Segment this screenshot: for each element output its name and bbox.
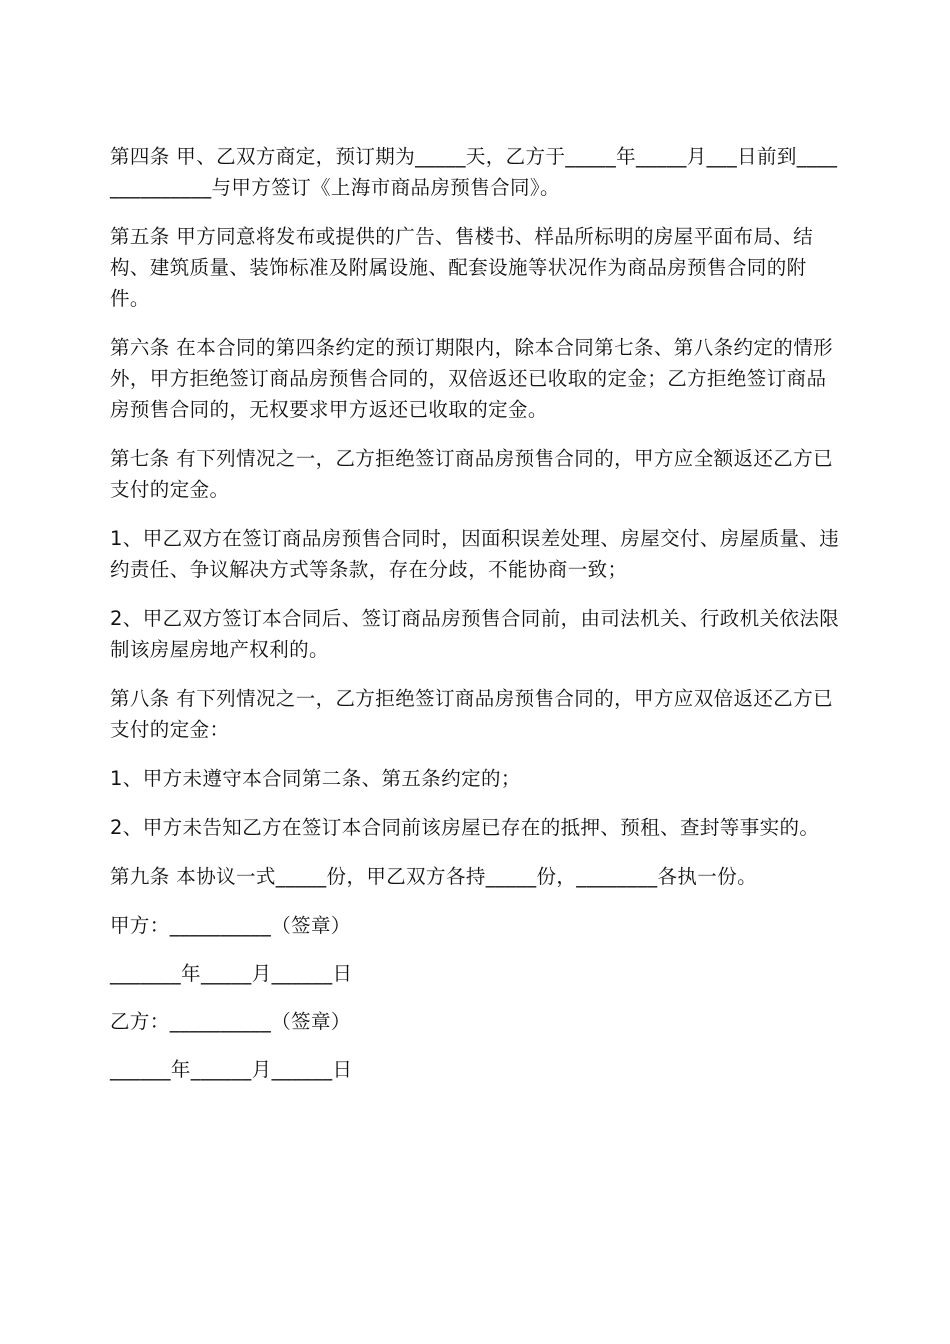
party-a-signature: 甲方：__________（签章） (110, 914, 351, 937)
clause-4: 第四条 甲、乙双方商定，预订期为_____天，乙方于_____年_____月___日前到______________与甲方签订《上海市商品房预售合同》。 (110, 145, 838, 199)
clause-6: 第六条 在本合同的第四条约定的预订期限内，除本合同第七条、第八条约定的情形外，甲方拒绝签订商品房预售合同的，双倍返还已收取的定金；乙方拒绝签订商品房预售合同的，无权要求甲方返还已收取的定金。 (110, 336, 833, 421)
party-b-signature: 乙方：__________（签章） (110, 1010, 351, 1033)
party-b-date: ______年______月______日 (110, 1058, 353, 1081)
clause-9: 第九条 本协议一式_____份，甲乙双方各持_____份，________各执一份。 (110, 865, 757, 888)
clause-8-item-2: 2、甲方未告知乙方在签订本合同前该房屋已存在的抵押、预租、查封等事实的。 (110, 816, 820, 839)
party-a-date: _______年_____月______日 (110, 962, 353, 985)
clause-7: 第七条 有下列情况之一，乙方拒绝签订商品房预售合同的，甲方应全额返还乙方已支付的定金。 (110, 447, 833, 501)
clause-7-item-2: 2、甲乙双方签订本合同后、签订商品房预售合同前，由司法机关、行政机关依法限制该房屋房地产权利的。 (110, 607, 840, 661)
clause-7-item-1: 1、甲乙双方在签订商品房预售合同时，因面积误差处理、房屋交付、房屋质量、违约责任、争议解决方式等条款，存在分歧，不能协商一致； (110, 527, 840, 581)
clause-8-item-1: 1、甲方未遵守本合同第二条、第五条约定的； (110, 767, 521, 790)
clause-8: 第八条 有下列情况之一，乙方拒绝签订商品房预售合同的，甲方应双倍返还乙方已支付的定金： (110, 687, 833, 741)
clause-5: 第五条 甲方同意将发布或提供的广告、售楼书、样品所标明的房屋平面布局、结构、建筑质量、装饰标准及附属设施、配套设施等状况作为商品房预售合同的附件。 (110, 225, 814, 310)
contract-body (110, 141, 840, 1102)
